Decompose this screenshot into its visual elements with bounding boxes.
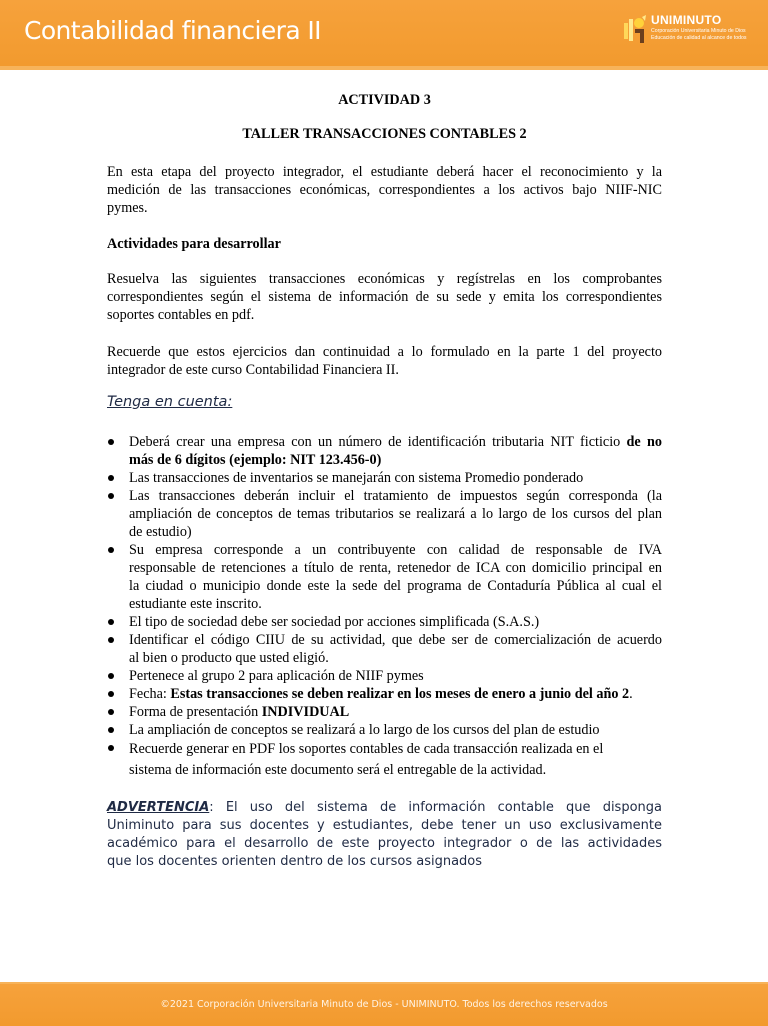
list-item-line: la ciudad o municipio donde este la sede del programa de Contaduría Pública al cual el [129, 578, 662, 594]
list-item-line: Las transacciones deberán incluir el tratamiento de impuestos según corresponda (la [129, 488, 662, 504]
list-item-line: Recuerde generar en PDF los soportes contables de cada transacción realizada en el [129, 741, 604, 757]
bullet-icon [108, 727, 114, 733]
list-item-bold: más de 6 dígitos (ejemplo: NIT 123.456-0) [129, 452, 382, 468]
list-item [107, 631, 662, 667]
warning-label: ADVERTENCIA [107, 800, 210, 815]
bullet-icon [108, 475, 114, 481]
list-item-line: al bien o producto que usted eligió. [129, 650, 329, 666]
copyright-text: ©2021 Corporación Universitaria Minuto de Dios - UNIMINUTO. Todos los derechos reservados [160, 999, 608, 1010]
requirements-list [107, 433, 662, 781]
warning-line [107, 799, 662, 817]
list-item-text: Deberá crear una empresa con un número de identificación tributaria NIT ficticio [129, 434, 627, 450]
intro-line: medición de las transacciones económicas, correspondientes a los activos bajo NIIF-NIC [107, 182, 662, 198]
list-item-text: La ampliación de conceptos se realizará a lo largo de los cursos del plan de estudio [129, 722, 600, 738]
bullet-icon [108, 673, 114, 679]
bullet-icon [108, 637, 114, 643]
list-item-line: sistema de información este documento será el entregable de la actividad. [129, 762, 547, 778]
consider-heading: Tenga en cuenta: [107, 394, 233, 410]
logo-tagline: Educación de calidad al alcance de todos [651, 35, 747, 41]
list-item-text: Fecha: [129, 686, 171, 702]
logo-name: UNIMINUTO [651, 13, 722, 27]
list-item-line: de estudio) [129, 524, 192, 540]
resolve-paragraph [107, 270, 662, 324]
list-item [107, 469, 662, 487]
list-item-text: Las transacciones de inventarios se manejarán con sistema Promedio ponderado [129, 470, 584, 486]
intro-paragraph [107, 163, 662, 217]
list-item-line: responsable de retenciones a título de renta, retenedor de ICA con domicilio principal en [129, 560, 662, 576]
activity-title: ACTIVIDAD 3 [338, 92, 431, 108]
recall-line: Recuerde que estos ejercicios dan continuidad a lo formulado en la parte 1 del proyecto [107, 344, 662, 360]
list-item-line: ampliación de conceptos de temas tributarios se realizará a lo largo de los cursos del plan [129, 506, 662, 522]
resolve-line: soportes contables en pdf. [107, 307, 255, 323]
bullet-icon [108, 493, 114, 499]
course-title: Contabilidad financiera II [24, 16, 321, 45]
list-item-text: Pertenece al grupo 2 para aplicación de NIIF pymes [129, 668, 424, 684]
bullet-icon [108, 745, 114, 751]
list-item [107, 613, 662, 631]
list-item-line [129, 703, 662, 721]
page-header [0, 0, 768, 70]
list-item [107, 541, 662, 613]
recall-line: integrador de este curso Contabilidad Financiera II. [107, 362, 399, 378]
bullet-icon [108, 547, 114, 553]
bullet-icon [108, 619, 114, 625]
recall-paragraph [107, 343, 662, 379]
warning-paragraph [107, 799, 662, 871]
logo-subtitle: Corporación Universitaria Minuto de Dios [651, 28, 746, 34]
resolve-line: correspondientes según el sistema de información de su sede y emita los correspondientes [107, 289, 662, 305]
list-item [107, 685, 662, 703]
list-item-line [129, 433, 662, 451]
list-item-text: Forma de presentación [129, 704, 262, 720]
resolve-line: Resuelva las siguientes transacciones económicas y regístrelas en los comprobantes [107, 271, 662, 287]
list-item [107, 721, 662, 739]
bullet-icon [108, 709, 114, 715]
activities-heading: Actividades para desarrollar [107, 236, 281, 252]
list-item [107, 487, 662, 541]
intro-line: pymes. [107, 200, 148, 216]
bullet-icon [108, 439, 114, 445]
list-item [107, 739, 662, 781]
bullet-icon [108, 691, 114, 697]
workshop-title: TALLER TRANSACCIONES CONTABLES 2 [242, 126, 527, 142]
page-footer [0, 982, 768, 1026]
list-item-bold: Estas transacciones se deben realizar en los meses de enero a junio del año 2 [170, 686, 630, 702]
list-item-bold: INDIVIDUAL [261, 704, 350, 720]
list-item-line: estudiante este inscrito. [129, 596, 262, 612]
warning-text: : El uso del sistema de información contable que disponga [209, 800, 662, 815]
list-item-line [129, 685, 662, 703]
list-item-line: Identificar el código CIIU de su actividad, que debe ser de comercialización de acuerdo [129, 632, 662, 648]
uniminuto-logo [624, 13, 759, 53]
warning-line: académico para el desarrollo de este proyecto integrador o de las actividades [107, 836, 662, 851]
uniminuto-logo-icon [624, 13, 648, 49]
intro-line: En esta etapa del proyecto integrador, el estudiante deberá hacer el reconocimiento y la [107, 164, 662, 180]
list-item-bold: de no [626, 434, 662, 450]
list-item [107, 433, 662, 469]
warning-line: Uniminuto para sus docentes y estudiantes, debe tener un uso exclusivamente [107, 818, 662, 833]
list-item-text: El tipo de sociedad debe ser sociedad por acciones simplificada (S.A.S.) [129, 614, 540, 630]
list-item [107, 667, 662, 685]
list-item-line: Su empresa corresponde a un contribuyente con calidad de responsable de IVA [129, 542, 662, 558]
list-item [107, 703, 662, 721]
warning-line: que los docentes orienten dentro de los cursos asignados [107, 854, 483, 869]
list-item-text: . [629, 686, 633, 702]
